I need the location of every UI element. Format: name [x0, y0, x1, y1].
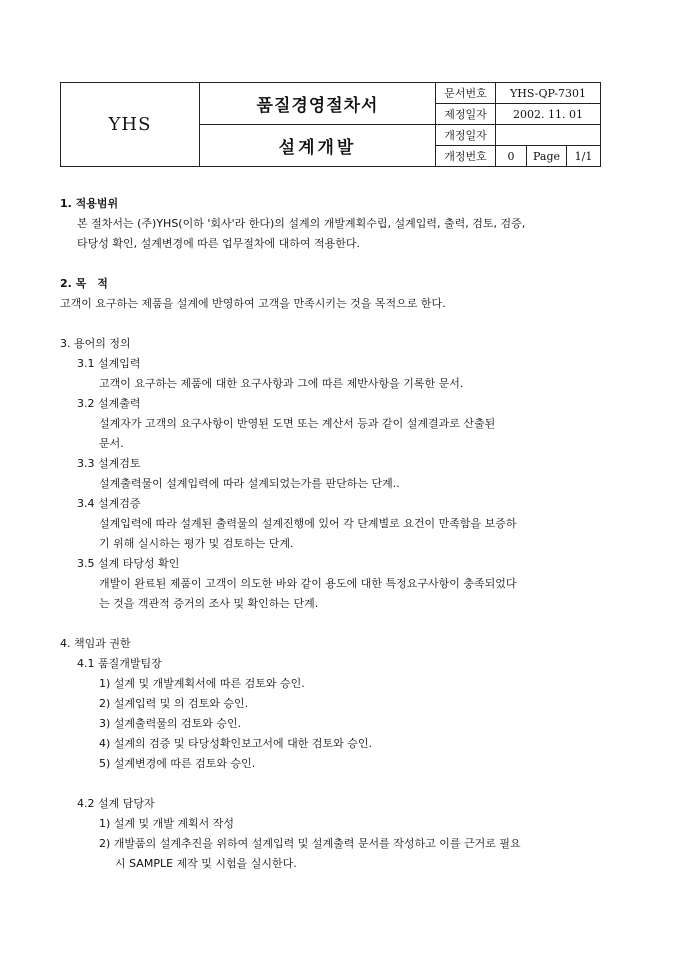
term-3-4-line-2: 기 위해 실시하는 평가 및 검토하는 단계.: [99, 537, 294, 550]
company-name: YHS: [61, 83, 200, 167]
role-4-1-item-4: 4) 설계의 검증 및 타당성확인보고서에 대한 검토와 승인.: [99, 737, 373, 750]
doc-number-value: YHS-QP-7301: [496, 83, 601, 104]
term-3-2-line-1: 설계자가 고객의 요구사항이 반영된 도면 또는 계산서 등과 같이 설계결과로 산출된: [99, 417, 496, 430]
enacted-date-value: 2002. 11. 01: [496, 104, 601, 125]
role-4-1-item-3: 3) 설계출력물의 검토와 승인.: [99, 717, 242, 730]
section-4-title: 4. 책임과 권한: [60, 637, 131, 650]
role-4-2-title: 4.2 설계 담당자: [77, 797, 155, 810]
term-3-5-title: 3.5 설계 타당성 확인: [77, 557, 180, 570]
role-4-1-item-2: 2) 설계입력 및 의 검토와 승인.: [99, 697, 249, 710]
revised-date-value: [496, 125, 601, 146]
document-subject-title: 설계개발: [200, 125, 436, 167]
doc-number-label: 문서번호: [436, 83, 496, 104]
role-4-1-item-1: 1) 설계 및 개발계획서에 따른 검토와 승인.: [99, 677, 305, 690]
role-4-1-item-5: 5) 설계변경에 따른 검토와 승인.: [99, 757, 256, 770]
revision-number-label: 개정번호: [436, 146, 496, 167]
term-3-4-line-1: 설계입력에 따라 설계된 출력물의 설계진행에 있어 각 단계별로 요건이 만족함을 보증하: [99, 517, 517, 530]
term-3-5-line-1: 개발이 완료된 제품이 고객이 의도한 바와 같이 용도에 대한 특정요구사항이 충족되었다: [99, 577, 517, 590]
section-3-title: 3. 용어의 정의: [60, 337, 131, 350]
enacted-date-label: 제정일자: [436, 104, 496, 125]
role-4-2-item-2: 2) 개발품의 설계추진을 위하여 설계입력 및 설계출력 문서를 작성하고 이를 근거로 필요: [99, 837, 521, 850]
term-3-3-title: 3.3 설계검토: [77, 457, 141, 470]
term-3-5-line-2: 는 것을 객관적 증거의 조사 및 확인하는 단계.: [99, 597, 319, 610]
section-1-line-2: 타당성 확인, 설계변경에 따른 업무절차에 대하여 적용한다.: [77, 237, 360, 250]
role-4-2-item-2-continuation: 시 SAMPLE 제작 및 시험을 실시한다.: [115, 857, 297, 870]
role-4-1-title: 4.1 품질개발팀장: [77, 657, 162, 670]
document-type-title: 품질경영절차서: [200, 83, 436, 125]
term-3-3-line-1: 설계출력물이 설계입력에 따라 설계되었는가를 판단하는 단계..: [99, 477, 400, 490]
section-1-title: 1. 적용범위: [60, 197, 119, 210]
revision-number-value: 0: [496, 146, 527, 167]
section-2-line: 고객이 요구하는 제품을 설계에 반영하여 고객을 만족시키는 것을 목적으로 한다.: [60, 297, 446, 310]
term-3-2-line-2: 문서.: [99, 437, 124, 450]
section-1-line-1: 본 절차서는 (주)YHS(이하 '회사'라 한다)의 설계의 개발계획수립, 설계입력, 출력, 검토, 검증,: [77, 217, 526, 230]
term-3-1-line-1: 고객이 요구하는 제품에 대한 요구사항과 그에 따른 제반사항을 기록한 문서.: [99, 377, 464, 390]
term-3-2-title: 3.2 설계출력: [77, 397, 141, 410]
role-4-2-item-1: 1) 설계 및 개발 계획서 작성: [99, 817, 235, 830]
revised-date-label: 개정일자: [436, 125, 496, 146]
page-value: 1/1: [567, 146, 601, 167]
term-3-4-title: 3.4 설계검증: [77, 497, 141, 510]
section-2-title: 2. 목 적: [60, 277, 108, 290]
document-header-table: [60, 82, 601, 167]
term-3-1-title: 3.1 설계입력: [77, 357, 141, 370]
page-label: Page: [527, 146, 567, 167]
